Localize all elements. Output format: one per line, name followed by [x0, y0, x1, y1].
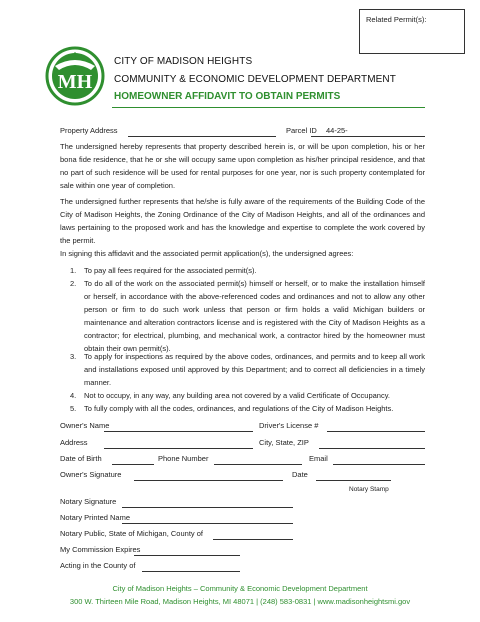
owners-name-field[interactable] [104, 431, 253, 432]
parcel-id-value: 44-25- [326, 126, 348, 135]
notary-printed-name-field[interactable] [122, 523, 293, 524]
list-item: To apply for inspections as required by the above codes, ordinances, and permits and to keep all work and installations exposed until approved by this Department; and to correct all deficiencies in a timely manner. [84, 352, 425, 387]
logo-letters: MH [57, 71, 93, 93]
owners-signature-field[interactable] [134, 480, 283, 481]
city-state-zip-field[interactable] [319, 448, 425, 449]
acting-county-field[interactable] [142, 571, 240, 572]
email-field[interactable] [333, 464, 425, 465]
address-field[interactable] [104, 448, 253, 449]
phone-number-field[interactable] [214, 464, 302, 465]
residence-paragraph: The undersigned hereby represents that property described herein is, or will be upon completion, his or her bona fide residence, that he or she will occupy same upon completion as his/her principal residence, and that no part of such residence will be used for rental purposes for one year, nor is such property contemplated for sale within one year of completion. [60, 142, 425, 190]
list-item-number: 4. [70, 391, 77, 400]
commission-expires-label: My Commission Expires [60, 545, 141, 554]
city-name: CITY OF MADISON HEIGHTS [114, 56, 253, 67]
related-permits-box[interactable] [359, 9, 465, 54]
list-item: Not to occupy, in any way, any building area not covered by a valid Certificate of Occupancy. [84, 391, 390, 400]
property-address-label: Property Address [60, 126, 118, 135]
list-item: To do all of the work on the associated permit(s) himself or herself, or to make the installation himself or herself, in accordance with the above-referenced codes and ordinances and not to allow any other person or firm to do such work unless that person or firm holds a valid Michigan builders or maintenance and alteration contractors license and is registered with the City of Madison Heights as a contractor; for electrical, plumbing, and mechanical work, a contractor hired by the homeowner must obtain their own permit(s). [84, 279, 425, 353]
parcel-id-label: Parcel ID [286, 126, 317, 135]
notary-signature-label: Notary Signature [60, 497, 117, 506]
notary-county-field[interactable] [213, 539, 293, 540]
acting-county-label: Acting in the County of [60, 561, 136, 570]
owners-signature-label: Owner's Signature [60, 470, 122, 479]
footer-department: City of Madison Heights – Community & Economic Development Department [112, 584, 368, 593]
related-permits-label: Related Permit(s): [366, 15, 427, 24]
notary-county-label: Notary Public, State of Michigan, County of [60, 529, 203, 538]
date-label: Date [292, 470, 308, 479]
city-seal-logo [45, 46, 105, 106]
list-item-number: 5. [70, 404, 77, 413]
header-rule [112, 107, 425, 108]
date-of-birth-label: Date of Birth [60, 454, 102, 463]
phone-number-label: Phone Number [158, 454, 209, 463]
commission-expires-field[interactable] [134, 555, 240, 556]
list-item: To pay all fees required for the associated permit(s). [84, 266, 257, 275]
list-item: To fully comply with all the codes, ordinances, and regulations of the City of Madison Heights. [84, 404, 394, 413]
property-address-field[interactable] [128, 136, 276, 137]
email-label: Email [309, 454, 328, 463]
notary-signature-field[interactable] [122, 507, 293, 508]
city-state-zip-label: City, State, ZIP [259, 438, 309, 447]
knowledge-paragraph: The undersigned further represents that he/she is fully aware of the requirements of the Building Code of the City of Madison Heights, the Zoning Ordinance of the City of Madison Heights, and all of the ordinances and laws pertaining to the proposed work and has the knowledge and expertise to complete the work covered by the permit. [60, 197, 425, 245]
drivers-license-field[interactable] [327, 431, 425, 432]
drivers-license-label: Driver's License # [259, 421, 319, 430]
footer-contact: 300 W. Thirteen Mile Road, Madison Heights, MI 48071 | (248) 583-0831 | www.madisonheightsmi.gov [69, 597, 411, 606]
date-field[interactable] [316, 480, 391, 481]
department-name: COMMUNITY & ECONOMIC DEVELOPMENT DEPARTMENT [114, 74, 396, 85]
address-label: Address [60, 438, 88, 447]
list-item-number: 1. [70, 266, 77, 275]
list-item-number: 3. [70, 352, 77, 361]
agreement-intro: In signing this affidavit and the associated permit application(s), the undersigned agrees: [60, 249, 354, 258]
notary-stamp-label: Notary Stamp [349, 486, 389, 493]
list-item-number: 2. [70, 279, 77, 288]
date-of-birth-field[interactable] [112, 464, 154, 465]
notary-printed-name-label: Notary Printed Name [60, 513, 131, 522]
owners-name-label: Owner's Name [60, 421, 110, 430]
form-title: HOMEOWNER AFFIDAVIT TO OBTAIN PERMITS [114, 91, 341, 102]
